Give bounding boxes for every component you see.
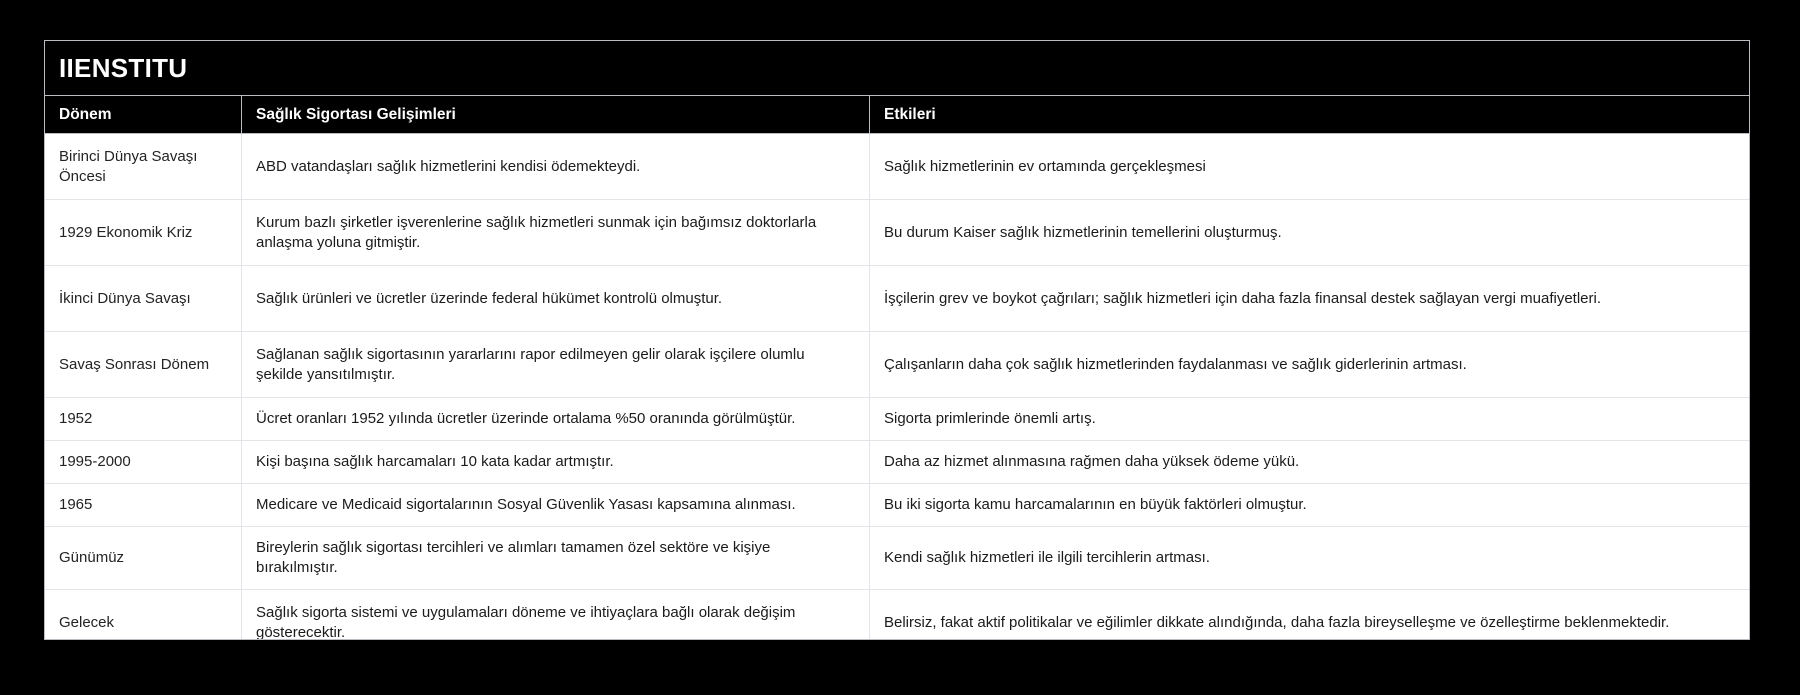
table-row (45, 398, 1749, 441)
cell-etki: Daha az hizmet alınmasına rağmen daha yüksek ödeme yükü. (869, 441, 1749, 483)
table-column-header-row (45, 96, 1749, 134)
cell-donem: 1995-2000 (59, 452, 131, 470)
cell-donem: Gelecek (59, 613, 115, 631)
cell-gelisim: Ücret oranları 1952 yılında ücretler üzerinde ortalama %50 oranında görülmüştür. (241, 398, 869, 440)
column-header-saglik-sigortasi-gelisimleri: Sağlık Sigortası Gelişimleri (241, 96, 869, 133)
cell-etki: Belirsiz, fakat aktif politikalar ve eğilimler dikkate alındığında, daha fazla bireyselleşme ve özelleştirme beklenmektedir. (869, 590, 1749, 640)
cell-etki: Kendi sağlık hizmetleri ile ilgili tercihlerin artması. (869, 527, 1749, 589)
cell-donem: Günümüz (59, 548, 125, 566)
table-row (45, 484, 1749, 527)
cell-donem: Savaş Sonrası Dönem (59, 355, 210, 373)
cell-gelisim: Kurum bazlı şirketler işverenlerine sağlık hizmetleri sunmak için bağımsız doktorlarla anlaşma yoluna gitmiştir. (241, 200, 869, 265)
table-row (45, 590, 1749, 640)
cell-donem: 1965 (59, 495, 93, 513)
cell-etki: Sağlık hizmetlerinin ev ortamında gerçekleşmesi (869, 134, 1749, 199)
column-header-etkileri: Etkileri (869, 96, 1749, 133)
cell-etki: Çalışanların daha çok sağlık hizmetlerinden faydalanması ve sağlık giderlerinin artması. (869, 332, 1749, 397)
cell-gelisim: Sağlanan sağlık sigortasının yararlarını rapor edilmeyen gelir olarak işçilere olumlu şekilde yansıtılmıştır. (241, 332, 869, 397)
health-insurance-timeline-table (44, 40, 1750, 640)
cell-donem: 1929 Ekonomik Kriz (59, 223, 193, 241)
column-header-donem: Dönem (59, 105, 112, 123)
cell-etki: Bu iki sigorta kamu harcamalarının en büyük faktörleri olmuştur. (869, 484, 1749, 526)
cell-etki: İşçilerin grev ve boykot çağrıları; sağlık hizmetleri için daha fazla finansal destek sağlayan vergi muafiyetleri. (869, 266, 1749, 331)
cell-gelisim: Bireylerin sağlık sigortası tercihleri ve alımları tamamen özel sektöre ve kişiye bırakılmıştır. (241, 527, 869, 589)
brand-logo: IIENSTITU (59, 53, 188, 83)
cell-donem: İkinci Dünya Savaşı (59, 289, 191, 307)
table-row (45, 332, 1749, 398)
table-body (45, 134, 1749, 640)
cell-gelisim: Medicare ve Medicaid sigortalarının Sosyal Güvenlik Yasası kapsamına alınması. (241, 484, 869, 526)
cell-gelisim: Sağlık sigorta sistemi ve uygulamaları döneme ve ihtiyaçlara bağlı olarak değişim gösterecektir. (241, 590, 869, 640)
cell-donem: 1952 (59, 410, 93, 427)
cell-gelisim: Kişi başına sağlık harcamaları 10 kata kadar artmıştır. (241, 441, 869, 483)
cell-etki: Sigorta primlerinde önemli artış. (869, 398, 1749, 440)
brand-bar (45, 41, 1749, 96)
cell-donem: Birinci Dünya Savaşı Öncesi (59, 147, 198, 185)
table-row (45, 527, 1749, 590)
table-row (45, 266, 1749, 332)
table-row (45, 134, 1749, 200)
cell-gelisim: Sağlık ürünleri ve ücretler üzerinde federal hükümet kontrolü olmuştur. (241, 266, 869, 331)
cell-etki: Bu durum Kaiser sağlık hizmetlerinin temellerini oluşturmuş. (869, 200, 1749, 265)
cell-gelisim: ABD vatandaşları sağlık hizmetlerini kendisi ödemekteydi. (241, 134, 869, 199)
table-row (45, 441, 1749, 484)
table-row (45, 200, 1749, 266)
